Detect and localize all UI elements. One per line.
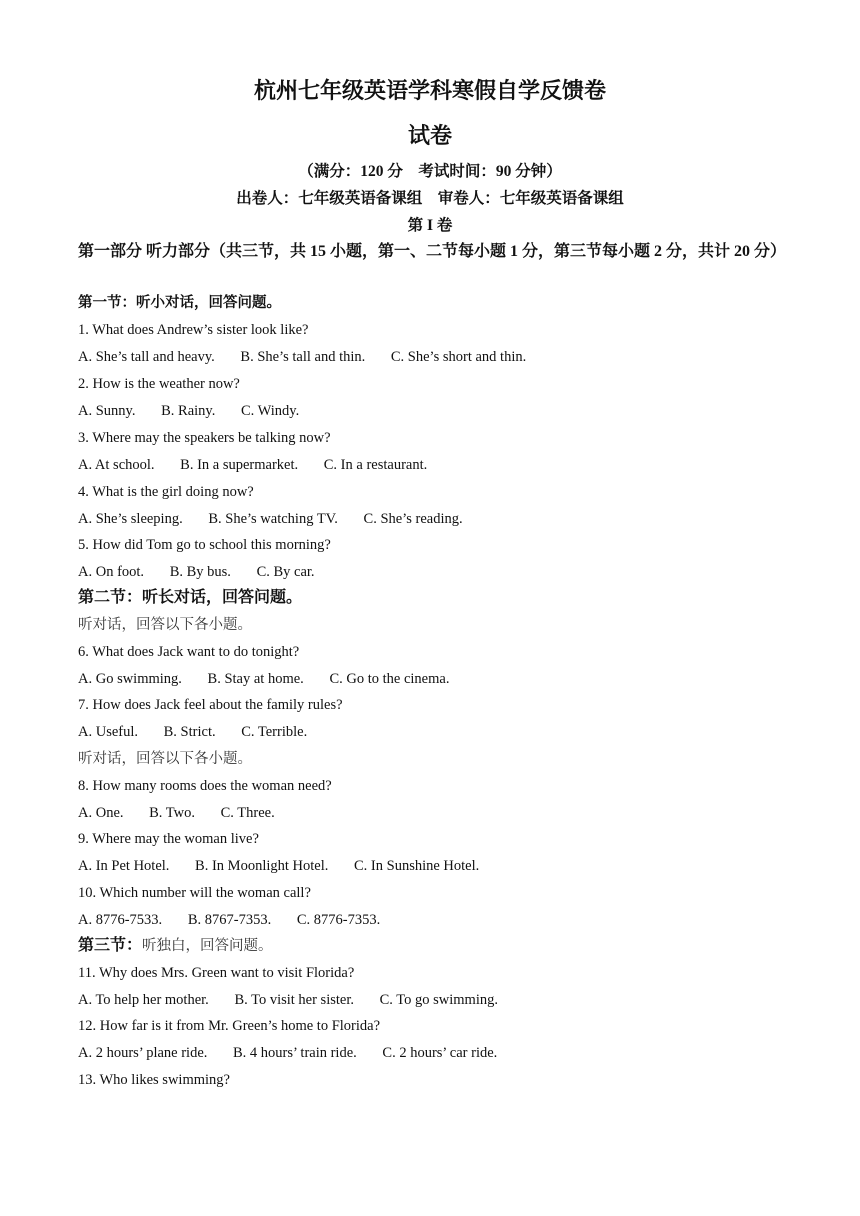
question-3: 3. Where may the speakers be talking now? — [78, 430, 331, 446]
options-2 — [78, 401, 299, 421]
option-a: A. Sunny. — [78, 403, 136, 419]
question-5: 5. How did Tom go to school this morning? — [78, 537, 331, 553]
question-8: 8. How many rooms does the woman need? — [78, 778, 332, 794]
option-b: B. She’s tall and thin. — [240, 349, 366, 365]
section3-instruction: 听独白，回答问题。 — [142, 938, 273, 954]
question-1: 1. What does Andrew’s sister look like? — [78, 322, 309, 338]
question-10: 10. Which number will the woman call? — [78, 885, 311, 901]
option-a: A. 2 hours’ plane ride. — [78, 1045, 208, 1061]
options-12 — [78, 1043, 497, 1063]
option-a: A. At school. — [78, 457, 155, 473]
exam-subtitle: 试卷 — [407, 123, 452, 148]
section1-heading: 第一节：听小对话，回答问题。 — [78, 295, 281, 311]
option-b: B. In a supermarket. — [180, 457, 299, 473]
option-c: C. 8776-7353. — [296, 912, 381, 928]
option-a: A. On foot. — [78, 564, 145, 580]
options-10 — [78, 910, 380, 930]
section2-instruction-2: 听对话，回答以下各小题。 — [78, 751, 252, 767]
option-a: A. 8776-7533. — [78, 912, 163, 928]
score-time-info: （满分：120 分 考试时间：90 分钟） — [298, 163, 562, 180]
option-b: B. In Moonlight Hotel. — [195, 858, 329, 874]
section2-instruction-1: 听对话，回答以下各小题。 — [78, 617, 252, 633]
option-b: B. Stay at home. — [207, 671, 304, 687]
option-b: B. She’s watching TV. — [208, 511, 338, 527]
question-11: 11. Why does Mrs. Green want to visit Florida? — [78, 965, 355, 981]
option-c: C. Three. — [220, 805, 275, 821]
options-5 — [78, 562, 315, 582]
part1-heading: 第一部分 听力部分（共三节，共 15 小题，第一、二节每小题 1 分，第三节每小题 2 分，共计 20 分） — [78, 243, 787, 260]
options-9 — [78, 856, 479, 876]
section3-heading: 第三节： — [78, 937, 143, 954]
question-12: 12. How far is it from Mr. Green’s home to Florida? — [78, 1018, 381, 1034]
options-3 — [78, 455, 427, 475]
option-c: C. By car. — [256, 564, 315, 580]
option-b: B. 8767-7353. — [187, 912, 272, 928]
option-c: C. To go swimming. — [379, 992, 498, 1008]
authors-info: 出卷人：七年级英语备课组 审卷人：七年级英语备课组 — [236, 190, 624, 207]
option-a: A. Go swimming. — [78, 671, 182, 687]
option-b: B. To visit her sister. — [234, 992, 354, 1008]
option-c: C. Go to the cinema. — [329, 671, 450, 687]
option-b: B. Strict. — [163, 724, 216, 740]
option-b: B. Rainy. — [161, 403, 216, 419]
question-13: 13. Who likes swimming? — [78, 1072, 230, 1088]
option-c: C. 2 hours’ car ride. — [382, 1045, 498, 1061]
options-4 — [78, 509, 463, 529]
question-9: 9. Where may the woman live? — [78, 831, 259, 847]
option-a: A. She’s sleeping. — [78, 511, 183, 527]
option-c: C. Terrible. — [241, 724, 308, 740]
volume-label: 第 I 卷 — [407, 217, 453, 234]
option-a: A. In Pet Hotel. — [78, 858, 170, 874]
option-c: C. She’s reading. — [363, 511, 463, 527]
option-a: A. Useful. — [78, 724, 139, 740]
option-b: B. By bus. — [169, 564, 231, 580]
option-c: C. In a restaurant. — [323, 457, 428, 473]
question-2: 2. How is the weather now? — [78, 376, 240, 392]
option-c: C. Windy. — [240, 403, 300, 419]
option-b: B. Two. — [149, 805, 195, 821]
section2-heading: 第二节：听长对话，回答问题。 — [78, 589, 303, 606]
question-7: 7. How does Jack feel about the family rules? — [78, 697, 343, 713]
options-8 — [78, 803, 275, 823]
options-11 — [78, 990, 498, 1010]
question-6: 6. What does Jack want to do tonight? — [78, 644, 300, 660]
options-1 — [78, 347, 526, 367]
option-a: A. To help her mother. — [78, 992, 209, 1008]
option-a: A. She’s tall and heavy. — [78, 349, 215, 365]
options-6 — [78, 669, 449, 689]
question-4: 4. What is the girl doing now? — [78, 484, 254, 500]
option-b: B. 4 hours’ train ride. — [233, 1045, 357, 1061]
option-a: A. One. — [78, 805, 124, 821]
option-c: C. In Sunshine Hotel. — [354, 858, 480, 874]
options-7 — [78, 722, 307, 742]
option-c: C. She’s short and thin. — [390, 349, 527, 365]
section3-heading-line — [78, 936, 273, 956]
exam-title: 杭州七年级英语学科寒假自学反馈卷 — [253, 78, 606, 103]
